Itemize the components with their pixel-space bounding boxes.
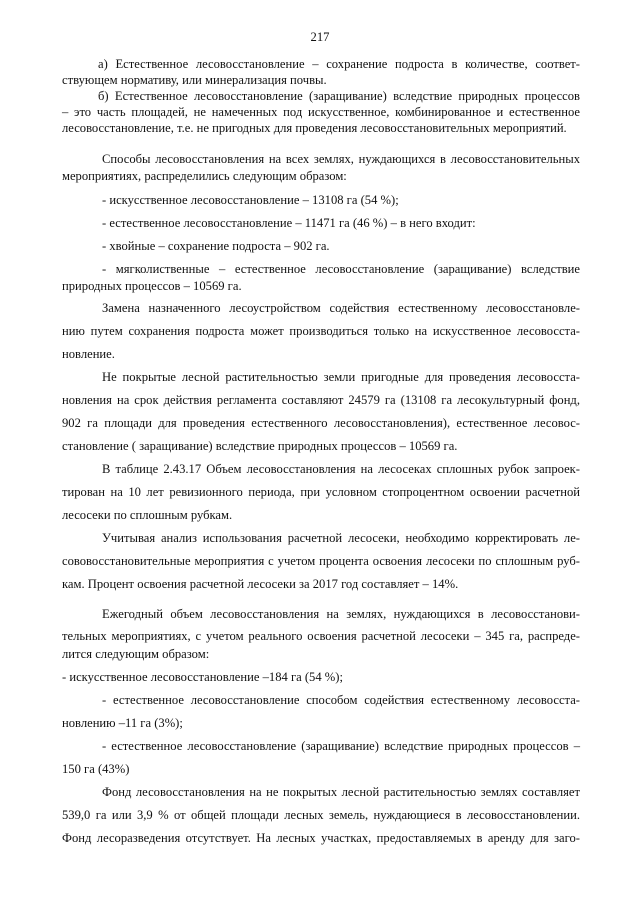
text-line: – это часть площадей, не намеченных под искусственное, комбинированное и естественное [62, 105, 580, 119]
text-line: сововосстановительные мероприятия с учетом процента освоения лесосеки по сплошным руб- [62, 554, 580, 568]
text-line: Ежегодный объем лесовосстановления на землях, нуждающихся в лесовосстанови- [102, 607, 580, 621]
text-line: тельных мероприятиях, с учетом реального освоения расчетной лесосеки – 345 га, распреде- [62, 629, 580, 643]
text-line: новление. [62, 347, 115, 361]
text-line: новления на срок действия регламента составляют 24579 га (13108 га лесокультурный фонд, [62, 393, 580, 407]
text-line: В таблице 2.43.17 Объем лесовосстановления на лесосеках сплошных рубок запроек- [102, 462, 580, 476]
text-line: лесовосстановление, т.е. не пригодных для проведения лесовосстановительных мероприятий. [62, 121, 567, 135]
text-line: 539,0 га или 3,9 % от общей площади лесных земель, нуждающиеся в лесовосстановлении. [62, 808, 580, 822]
text-line: Замена назначенного лесоустройством содействия естественному лесовосстановле- [102, 301, 580, 315]
text-line: тирован на 10 лет ревизионного периода, при условном стопроцентном освоении расчетной [62, 485, 580, 499]
text-line: кам. Процент освоения расчетной лесосеки за 2017 год составляет – 14%. [62, 577, 459, 591]
text-line: - естественное лесовосстановление (заращивание) вследствие природных процессов – [102, 739, 580, 753]
text-line: - естественное лесовосстановление способом содействия естественному лесовосста- [102, 693, 580, 707]
text-line: Учитывая анализ использования расчетной лесосеки, необходимо корректировать ле- [102, 531, 580, 545]
text-line: новлению –11 га (3%); [62, 716, 183, 730]
page-number: 217 [310, 30, 330, 44]
text-line: 902 га площади для проведения естественного лесовосстановления), естественное лесовос- [62, 416, 580, 430]
text-line: - искусственное лесовосстановление –184 га (54 %); [62, 670, 343, 684]
text-line: Фонд лесоразведения отсутствует. На лесных участках, предоставляемых в аренду для заго- [62, 831, 580, 845]
text-line: б) Естественное лесовосстановление (заращивание) вследствие природных процессов [98, 89, 580, 103]
text-line: лесосеки по сплошным рубкам. [62, 508, 233, 522]
text-line: природных процессов – 10569 га. [62, 279, 242, 293]
text-line: а) Естественное лесовосстановление – сохранение подроста в количестве, соответ- [98, 57, 580, 71]
text-line: Фонд лесовосстановления на не покрытых лесной растительностью землях составляет [102, 785, 580, 799]
text-line: - хвойные – сохранение подроста – 902 га. [102, 239, 330, 253]
text-line: - естественное лесовосстановление – 11471 га (46 %) – в него входит: [102, 216, 476, 230]
text-line: ствующем нормативу, или минерализация почвы. [62, 73, 327, 87]
text-line: лится следующим образом: [62, 647, 210, 661]
text-line: нию путем сохранения подроста может производиться только на искусственное лесовосста- [62, 324, 580, 338]
text-line: - мягколиственные – естественное лесовосстановление (заращивание) вследствие [102, 262, 580, 276]
text-line: 150 га (43%) [62, 762, 130, 776]
text-line: становление ( заращивание) вследствие природных процессов – 10569 га. [62, 439, 458, 453]
text-line: Способы лесовосстановления на всех землях, нуждающихся в лесовосстановительных [102, 152, 580, 166]
text-line: Не покрытые лесной растительностью земли пригодные для проведения лесовосста- [102, 370, 580, 384]
text-line: мероприятиях, распределились следующим образом: [62, 169, 347, 183]
text-line: - искусственное лесовосстановление – 13108 га (54 %); [102, 193, 399, 207]
